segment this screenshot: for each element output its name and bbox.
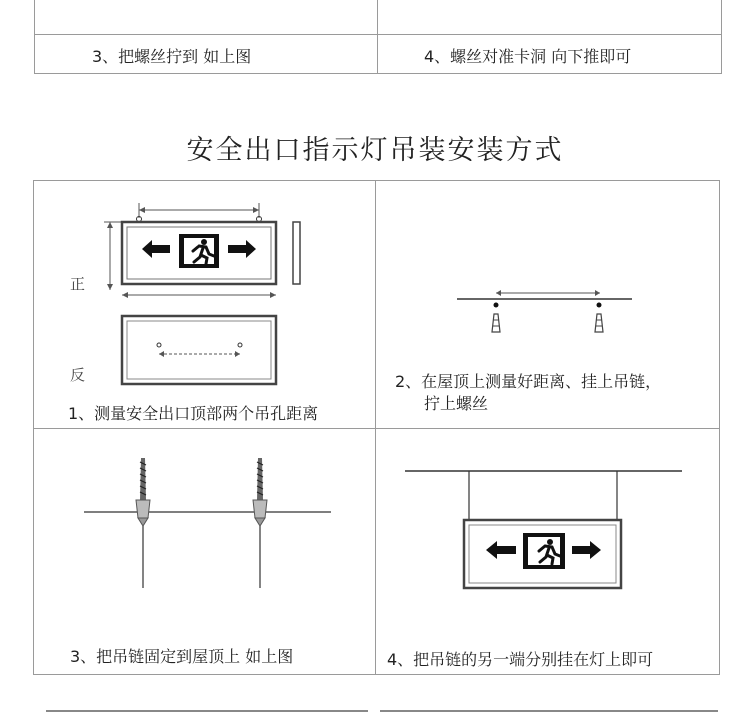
top-right-caption: 4、螺丝对准卡洞 向下推即可 [424, 47, 632, 66]
step-4-caption: 4、把吊链的另一端分别挂在灯上即可 [387, 650, 654, 669]
running-man-exit-icon [523, 533, 565, 569]
step-2-caption-line1: 2、在屋顶上测量好距离、挂上吊链， [395, 372, 662, 391]
front-label: 正 [70, 275, 86, 293]
step-3-caption: 3、把吊链固定到屋顶上 如上图 [70, 647, 294, 666]
next-row-right-edge [380, 710, 718, 712]
next-row-left-edge [46, 710, 368, 712]
top-left-caption: 3、把螺丝拧到 如上图 [92, 47, 252, 66]
step-2-caption-line2: 拧上螺丝 [424, 394, 489, 413]
back-label: 反 [70, 366, 86, 384]
step-1-caption: 1、测量安全出口顶部两个吊孔距离 [68, 404, 319, 423]
section-title: 安全出口指示灯吊装安装方式 [186, 135, 564, 166]
